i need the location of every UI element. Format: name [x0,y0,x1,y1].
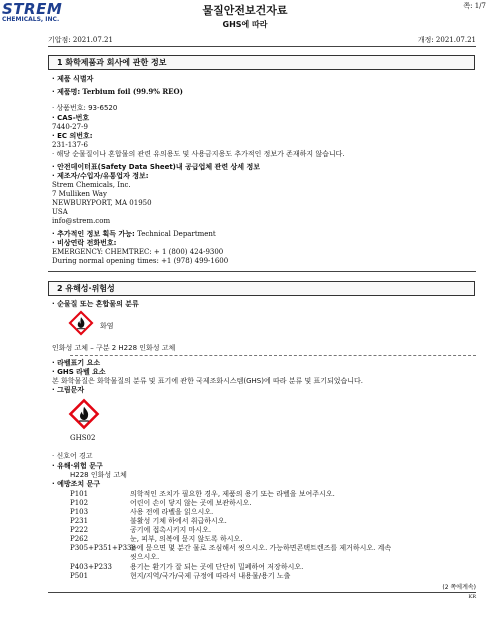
precautionary-label: · 예방조치 문구 [52,480,101,488]
precaution-code: P101 [70,490,89,498]
emergency-phone-1: EMERGENCY: CHEMTREC: + 1 (800) 424-9300 [52,248,224,256]
cas-label: · CAS-번호 [52,114,90,122]
ghs-statement: 본 화학물질은 화학물질의 분류 및 표기에 관한 국제조화시스템(GHS)에 따라 분류 및 표기되었습니다. [52,377,364,385]
precaution-code: P501 [70,572,89,580]
flame-pictogram-icon [68,310,94,336]
page-number: 쪽: 1/7 [463,2,486,10]
info-value: Technical Department [137,230,216,238]
revision-date: 개정: 2021.07.21 [417,36,476,44]
precaution-text: 용기는 환기가 잘 되는 곳에 단단히 밀폐하여 저장하시오. [130,563,304,571]
product-name: Terbium foil (99.9% REO) [82,87,183,96]
precaution-code: P222 [70,526,89,534]
document-title: 물질안전보건자료 [202,4,288,17]
precaution-code: P103 [70,508,89,516]
ec-label: · EC 의번호: [52,132,93,140]
ec-number: 231-137-6 [52,141,88,149]
emergency-label: · 비상연락 전화번호: [52,239,117,247]
classification-text: 인화성 고체 – 구분 2 H228 인화성 고체 [52,344,176,352]
header-divider [48,46,476,47]
section-1-heading: 1 화학제품과 회사에 관한 정보 [48,55,475,70]
classification-label: · 순물질 또는 혼합물의 분류 [52,300,139,308]
flame-pictogram-label: 화염 [100,322,114,330]
precaution-code: P102 [70,499,89,507]
precaution-text: 사용 전에 라벨을 읽으시오. [130,508,214,516]
dashed-divider [70,355,476,356]
section-2-heading: 2 유해성·위험성 [48,281,475,296]
continued-note: (2 쪽에계속) [442,584,476,591]
logo-mark: STREM [2,0,63,18]
print-date: 기압점: 2021.07.21 [48,36,113,44]
signal-word: · 신호어 경고 [52,452,93,460]
manufacturer-label: · 제조자/수입자/유통업자 정보: [52,172,149,180]
precaution-text: 의학적인 조치가 필요한 경우, 제품의 용기 또는 라벨을 보여주시오. [130,490,335,498]
pictograms-label: · 그림문자 [52,386,85,394]
document-subtitle: GHS에 따라 [222,20,268,29]
precaution-code: P262 [70,535,89,543]
ghs02-flame-icon [68,398,100,430]
precaution-text: 어린이 손이 닿지 않는 곳에 보관하시오. [130,499,252,507]
section-divider [48,271,476,272]
precaution-text: 눈에 묻으면 몇 분간 물로 조심해서 씻으시오. 가능하면콘택트렌즈를 제거하시오. 계속 [130,544,392,552]
company-country: USA [52,208,68,216]
product-name-row [52,88,183,97]
precaution-text: 불활성 기체 하에서 취급하시오. [130,517,227,525]
info-label: · 추가적인 정보 획득 가능: [52,230,135,238]
precaution-code: P231 [70,517,89,525]
product-identifier-label: · 제품 식별자 [52,75,94,83]
ghs02-label: GHS02 [70,434,96,442]
info-row [52,230,216,239]
emergency-phone-2: During normal opening times: +1 (978) 499-1600 [52,257,229,265]
uses-statement: · 해당 순물질이나 혼합물의 관련 유의용도 및 사용금지용도 추가적인 정보가 존재하지 않습니다. [52,150,345,158]
hazard-statement: H228 인화성 고체 [70,471,127,479]
label-elements-label: · 라벨표기 요소 [52,359,101,367]
precaution-text: 현지/지역/국가/국제 규정에 따라서 내용물/용기 노출 [130,572,291,580]
footer-code: KR [468,594,476,600]
product-name-label: · 제품명: [52,88,81,96]
cas-number: 7440-27-9 [52,123,88,131]
company-email[interactable]: info@strem.com [52,217,111,225]
precaution-text: 눈, 피부, 의복에 묻지 않도록 하시오. [130,535,243,543]
precaution-text: 공기에 접촉시키지 마시오. [130,526,212,534]
hazard-statements-label: · 유해·위험 문구 [52,462,103,470]
precaution-text: 씻으시오. [130,553,160,561]
precaution-code: P305+P351+P338 [70,544,136,552]
logo-subtitle: CHEMICALS, INC. [2,16,60,23]
product-number: · 상품번호: 93-6520 [52,104,118,112]
footer-divider [48,592,476,593]
company-street: 7 Mulliken Way [52,190,107,198]
ghs-label-elements-label: · GHS 라벨 요소 [52,368,106,376]
company-city: NEWBURYPORT, MA 01950 [52,199,152,207]
company-name: Strem Chemicals, Inc. [52,181,131,189]
precaution-code: P403+P233 [70,563,113,571]
supplier-details-label: · 안전데이터표(Safety Data Sheet)내 공급업체 관련 상세 정보 [52,163,261,171]
